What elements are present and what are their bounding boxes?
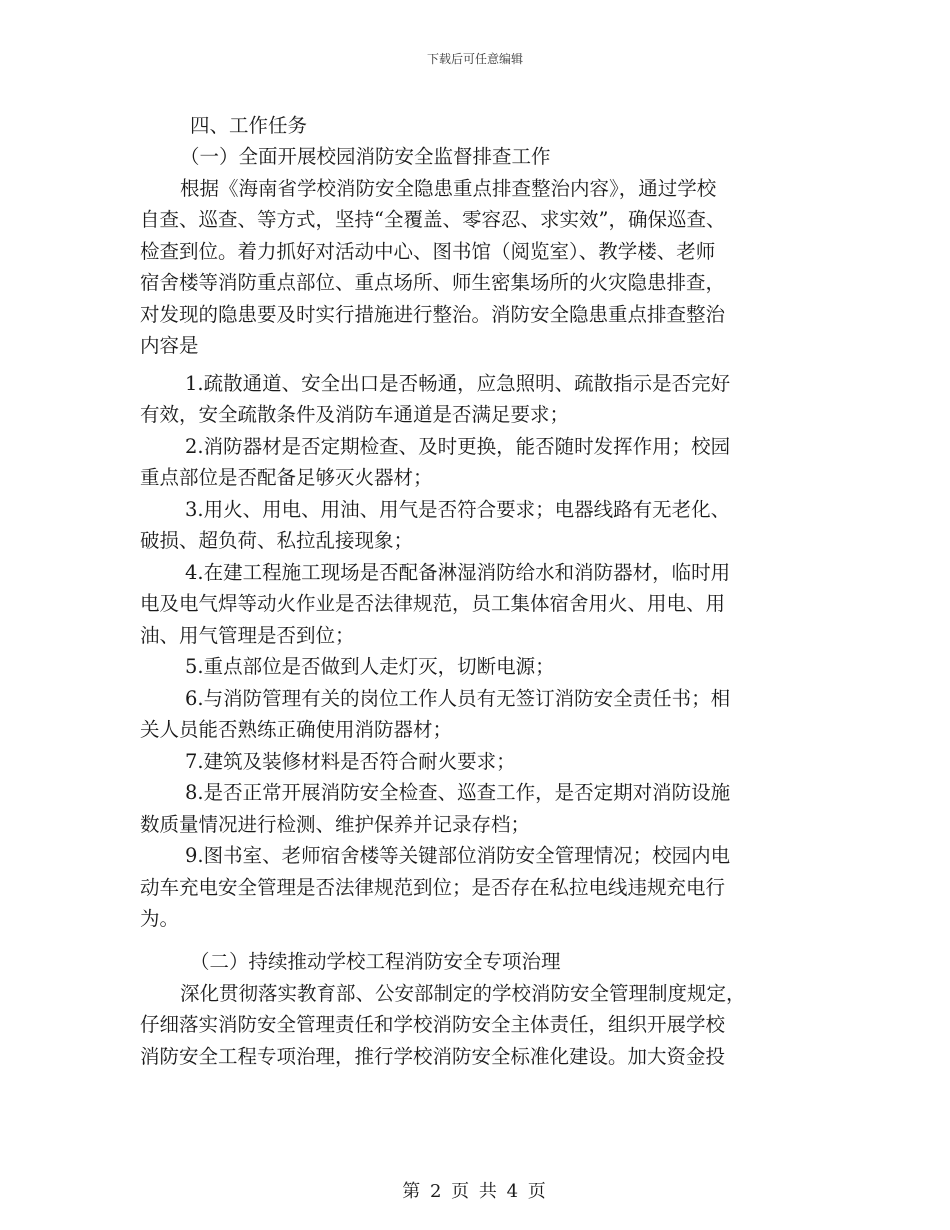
list-item-line: 重点部位是否配备足够灭火器材； xyxy=(140,466,433,489)
paragraph-line: 深化贯彻落实教育部、公安部制定的学校消防安全管理制度规定， xyxy=(180,982,746,1005)
subsection-heading: （二）持续推动学校工程消防安全专项治理 xyxy=(190,950,561,973)
list-item-line: 动车充电安全管理是否法律规范到位；是否存在私拉电线违规充电行 xyxy=(140,876,726,899)
list-item-line: 6.与消防管理有关的岗位工作人员有无签订消防安全责任书；相 xyxy=(185,687,731,710)
section-heading: 四、工作任务 xyxy=(190,114,308,137)
list-item-line: 8.是否正常开展消防安全检查、巡查工作，是否定期对消防设施 xyxy=(185,781,731,804)
list-item-line: 4.在建工程施工现场是否配备淋湿消防给水和消防器材，临时用 xyxy=(185,561,731,584)
list-item-line: 破损、超负荷、私拉乱接现象； xyxy=(140,529,414,552)
list-item-line: 油、用气管理是否到位； xyxy=(140,624,355,647)
list-item-line: 数质量情况进行检测、维护保养并记录存档； xyxy=(140,813,531,836)
paragraph-line: 内容是 xyxy=(140,334,199,357)
list-item-line: 电及电气焊等动火作业是否法律规范，员工集体宿舍用火、用电、用 xyxy=(140,592,726,615)
subsection-heading: （一）全面开展校园消防安全监督排查工作 xyxy=(180,145,551,168)
paragraph-line: 自查、巡查、等方式，坚持“全覆盖、零容忍、求实效”，确保巡查、 xyxy=(140,208,726,231)
paragraph-line: 对发现的隐患要及时实行措施进行整治。消防安全隐患重点排查整治 xyxy=(140,303,726,326)
page-footer: 第 2 页 共 4 页 xyxy=(402,1181,548,1202)
paragraph-line: 仔细落实消防安全管理责任和学校消防安全主体责任，组织开展学校 xyxy=(140,1013,726,1036)
page-header: 下载后可任意编辑 xyxy=(426,52,523,66)
list-item-line: 关人员能否熟练正确使用消防器材； xyxy=(140,718,453,741)
list-item-line: 3.用火、用电、用油、用气是否符合要求；电器线路有无老化、 xyxy=(185,498,731,521)
list-item-line: 1.疏散通道、安全出口是否畅通，应急照明、疏散指示是否完好 xyxy=(185,372,731,395)
paragraph-line: 宿舍楼等消防重点部位、重点场所、师生密集场所的火灾隐患排查， xyxy=(140,271,726,294)
list-item-line: 为。 xyxy=(140,907,180,930)
paragraph-line: 检查到位。着力抓好对活动中心、图书馆（阅览室）、教学楼、老师 xyxy=(140,240,716,263)
list-item-line: 7.建筑及装修材料是否符合耐火要求； xyxy=(185,750,516,773)
list-item-line: 5.重点部位是否做到人走灯灭，切断电源； xyxy=(185,655,555,678)
list-item-line: 有效，安全疏散条件及消防车通道是否满足要求； xyxy=(140,403,570,426)
paragraph-line: 根据《海南省学校消防安全隐患重点排查整治内容》，通过学校 xyxy=(180,177,717,200)
list-item-line: 2.消防器材是否定期检查、及时更换，能否随时发挥作用；校园 xyxy=(185,435,731,458)
paragraph-line: 消防安全工程专项治理，推行学校消防安全标准化建设。加大资金投 xyxy=(140,1045,726,1068)
list-item-line: 9.图书室、老师宿舍楼等关键部位消防安全管理情况；校园内电 xyxy=(185,844,731,867)
